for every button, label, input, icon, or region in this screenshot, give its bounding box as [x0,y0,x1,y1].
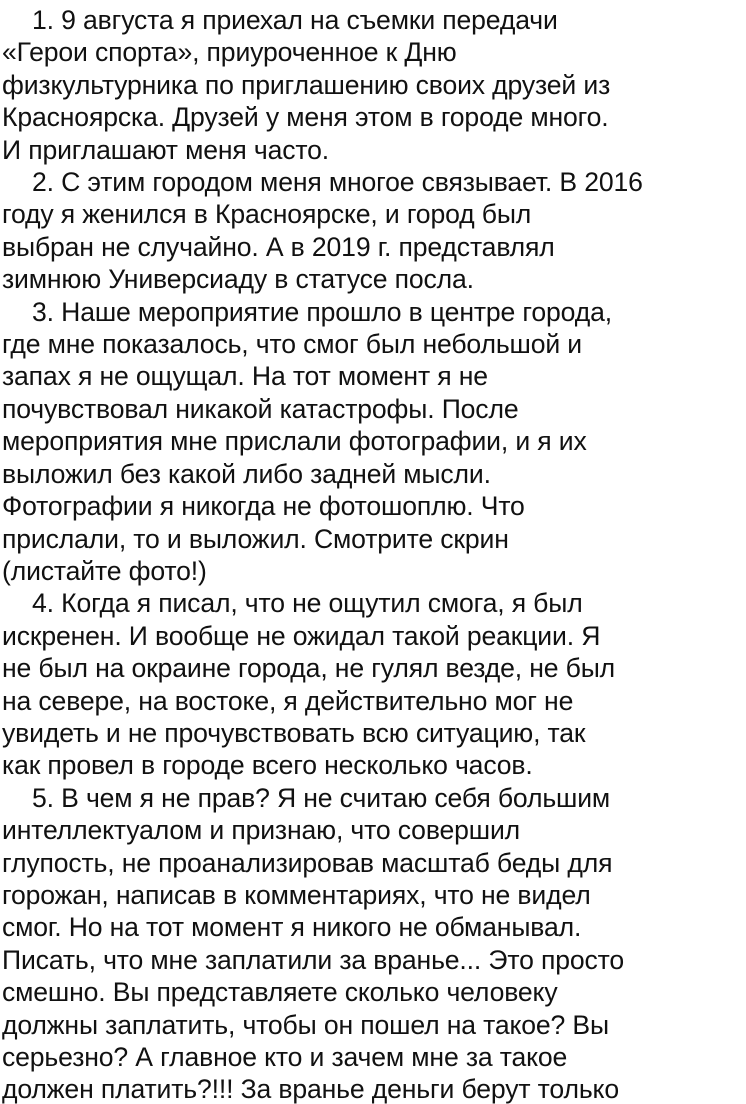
list-item-line: Фотографии я никогда не фотошоплю. Что [2,491,525,522]
list-item-line [32,4,740,36]
list-item-line: смог. Но на тот момент я никого не обманывал. [2,912,582,943]
list-item-text: С этим городом меня многое связывает. В 2016 [61,167,643,198]
list-item-text: Наше мероприятие прошло в центре города, [61,296,612,327]
list-item-line: физкультурника по приглашению своих друзей из [2,69,611,100]
list-item-number: 5. [32,782,54,813]
list-item-line: глупость, не проанализировав масштаб беды для [2,847,613,878]
list-item-3 [2,296,740,588]
list-item-line [32,296,740,328]
list-item-line: серьезно? А главное кто и зачем мне за такое [2,1042,568,1072]
list-item-number: 2. [32,167,54,198]
list-item-line: зимнюю Универсиаду в статусе посла. [2,264,474,295]
list-item-line: должен платить?!!! За вранье деньги берут только [2,1074,619,1104]
list-item-line: году я женился в Красноярске, и город был [2,199,532,230]
list-item-line: увидеть и не прочувствовать всю ситуацию, так [2,717,586,748]
list-item-line: не был на окраине города, не гулял везде, не был [2,653,616,684]
list-item-number: 1. [32,5,54,35]
list-item-5 [2,782,740,1104]
list-item-line: на севере, на востоке, я действительно мог не [2,685,574,716]
list-item-line: смешно. Вы представляете сколько человеку [2,977,558,1008]
list-item-1 [2,4,740,166]
list-item-text: 9 августа я приехал на съемки передачи [61,5,558,35]
list-item-line: «Герои спорта», приуроченное к Дню [2,37,457,68]
list-item-line: выбран не случайно. А в 2019 г. представлял [2,231,555,262]
list-item-line: запах я не ощущал. На тот момент я не [2,361,488,392]
list-item-line: Писать, что мне заплатили за вранье... Это просто [2,944,624,975]
list-item-number: 3. [32,296,54,327]
list-item-line: Красноярска. Друзей у меня этом в городе много. [2,102,609,133]
list-item-line: почувствовал никакой катастрофы. После [2,393,519,424]
list-item-line: искренен. И вообще не ожидал такой реакции. Я [2,620,601,651]
list-item-text: Когда я писал, что не ощутил смога, я был [61,588,583,619]
list-item-line [32,782,740,814]
list-item-text: В чем я не прав? Я не считаю себя большим [61,782,611,813]
list-item-line: как провел в городе всего несколько часов. [2,750,533,781]
list-item-line: И приглашают меня часто. [2,134,329,165]
list-item-line: мероприятия мне прислали фотографии, и я их [2,426,587,457]
list-item-line [32,166,740,198]
list-item-line: интеллектуалом и признаю, что совершил [2,815,521,846]
list-item-number: 4. [32,588,54,619]
list-item-line: должны заплатить, чтобы он пошел на такое? Вы [2,1009,609,1040]
list-item-line: горожан, написав в комментариях, что не видел [2,879,591,910]
list-item-4 [2,587,740,781]
list-item-line: где мне показалось, что смог был небольшой и [2,329,583,360]
list-item-line: выложил без какой либо задней мысли. [2,458,491,489]
list-item-2 [2,166,740,296]
list-item-line [32,587,740,619]
list-item-line: прислали, то и выложил. Смотрите скрин [2,523,509,554]
list-item-line: (листайте фото!) [2,555,207,586]
